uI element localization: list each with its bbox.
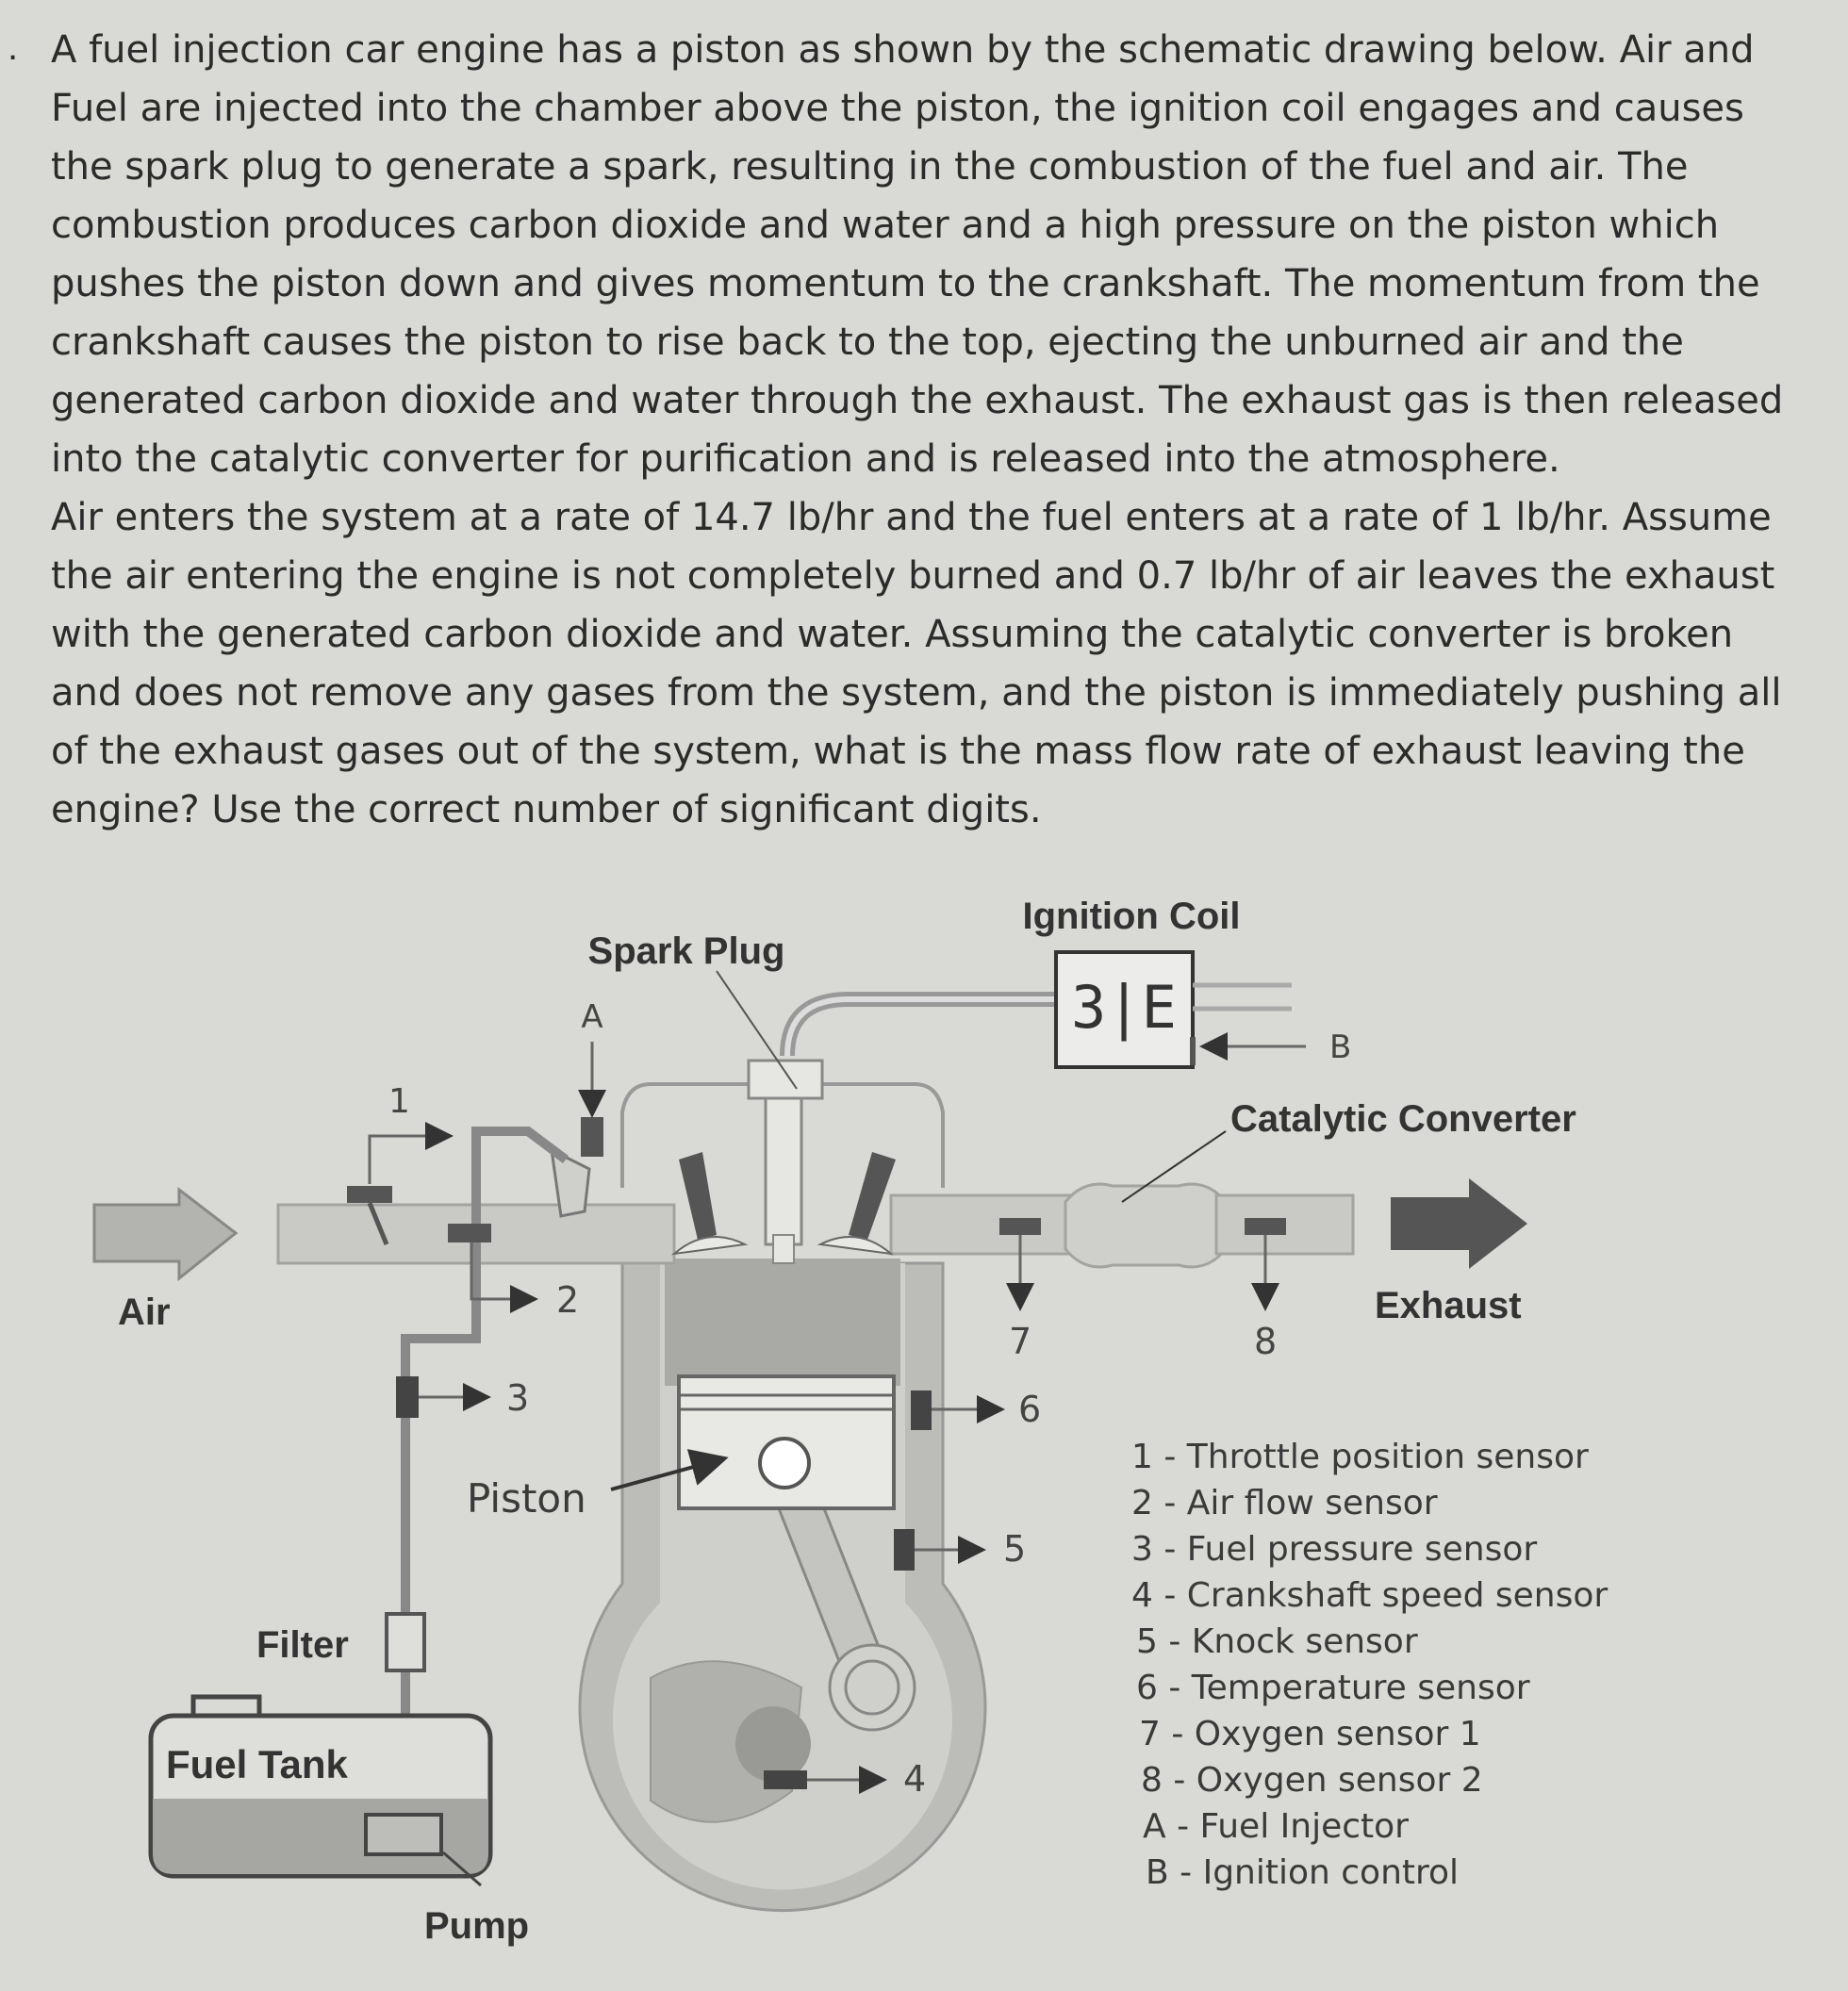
fuel-tank-label: Fuel Tank [166, 1742, 348, 1786]
legend-item: 8 - Oxygen sensor 2 [1141, 1761, 1483, 1800]
marker-5: 5 [1003, 1528, 1027, 1570]
legend-item: 5 - Knock sensor [1136, 1622, 1418, 1661]
sensor-5 [894, 1529, 915, 1571]
exhaust-label: Exhaust [1375, 1285, 1522, 1326]
sensor-8 [1245, 1218, 1286, 1235]
marker-4: 4 [903, 1758, 927, 1800]
sensor-2 [448, 1224, 491, 1242]
exhaust-valve [820, 1152, 896, 1254]
legend-item: 4 - Crankshaft speed sensor [1131, 1576, 1609, 1615]
problem-paragraph-1: A fuel injection car engine has a piston as shown by the schematic drawing below. Air and Fuel are injected into the chamber above the piston, the ignition coil engages and causes the spark plug to generate a spark, resulting in the combustion of the fuel and air. The combustion produces carbon dioxide and water and a high pressure on the piston which pushes the piston down and gives momentum to the crankshaft. The momentum from the crankshaft causes the piston to rise back to the top, ejecting the unburned air and the generated carbon dioxide and water through the exhaust. The exhaust gas is then released into the catalytic converter for purification and is released into the atmosphere. [51, 28, 1784, 481]
fuel-injector [552, 1117, 603, 1216]
sensor-7 [999, 1218, 1041, 1235]
sensor-3 [396, 1376, 419, 1418]
fuel-tank [151, 1697, 490, 1885]
fuel-filter [387, 1614, 424, 1670]
spark-plug [749, 1061, 822, 1263]
spark-plug-label: Spark Plug [587, 930, 785, 972]
list-bullet: . [8, 26, 19, 68]
coil-symbol: 3|E [1071, 973, 1177, 1042]
legend-item: B - Ignition control [1146, 1853, 1460, 1892]
marker-7: 7 [1009, 1321, 1032, 1362]
filter-label: Filter [256, 1624, 349, 1666]
marker-3: 3 [506, 1377, 530, 1419]
ignition-coil-label: Ignition Coil [1022, 896, 1241, 937]
legend-item: 1 - Throttle position sensor [1131, 1438, 1589, 1476]
marker-B: B [1329, 1028, 1352, 1066]
marker-A: A [581, 998, 603, 1036]
air-label: Air [118, 1292, 171, 1333]
ignition-coil [1056, 952, 1292, 1067]
sensor-1 [347, 1186, 392, 1203]
piston [679, 1376, 894, 1508]
catalytic-converter-label: Catalytic Converter [1230, 1098, 1576, 1140]
sensor-4 [764, 1770, 807, 1789]
legend-item: 7 - Oxygen sensor 1 [1139, 1715, 1481, 1753]
problem-paragraph-2: Air enters the system at a rate of 14.7 lb/hr and the fuel enters at a rate of 1 lb/hr. Assume the air entering the engine is not completely burned and 0.7 lb/hr of air leaves the exhaust with the generated carbon dioxide and water. Assuming the catalytic converter is broken and does not remove any gases from the system, and the piston is immediately pushing all of the exhaust gases out of the system, what is the mass flow rate of exhaust leaving the engine? Use the correct number of significant digits. [51, 496, 1782, 831]
air-intake-arrow [94, 1190, 236, 1278]
legend-item: A - Fuel Injector [1143, 1807, 1409, 1846]
exhaust-manifold [891, 1195, 1080, 1254]
legend-item: 2 - Air flow sensor [1131, 1484, 1438, 1522]
sensor-6 [911, 1390, 932, 1430]
legend-item: 6 - Temperature sensor [1136, 1669, 1530, 1707]
intake-valve [674, 1152, 745, 1254]
marker-2: 2 [556, 1279, 580, 1321]
catalytic-converter [1065, 1184, 1353, 1267]
marker-8: 8 [1254, 1321, 1278, 1362]
pump-label: Pump [424, 1905, 530, 1947]
marker-1: 1 [388, 1082, 410, 1121]
piston-label: Piston [467, 1475, 586, 1522]
marker-6: 6 [1018, 1389, 1042, 1430]
legend-item: 3 - Fuel pressure sensor [1131, 1530, 1538, 1569]
sensor-legend [1131, 1438, 1608, 1892]
exhaust-outlet-arrow [1391, 1178, 1527, 1269]
ignition-wire [787, 999, 1056, 1056]
